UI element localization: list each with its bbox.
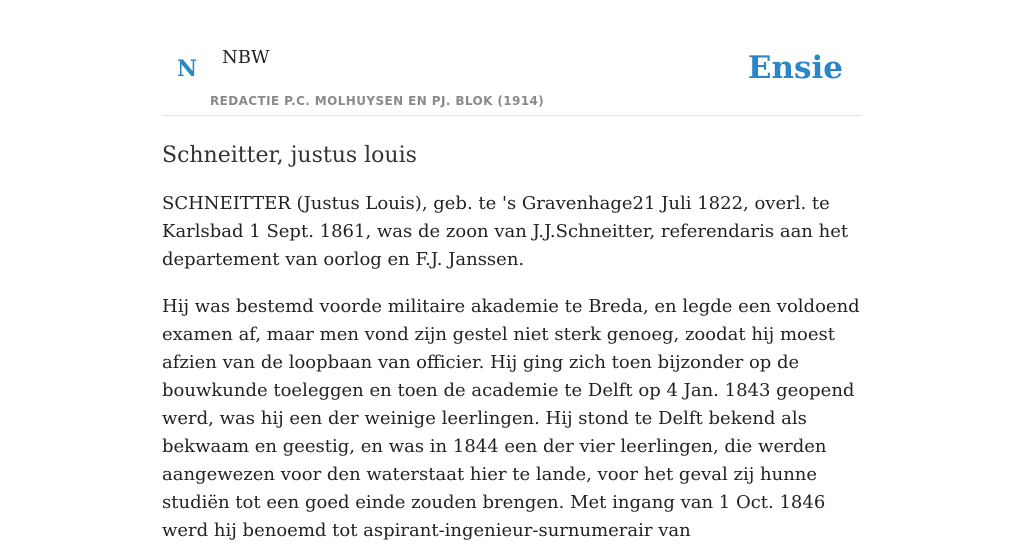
page-title: Schneitter, justus louis [162,143,417,168]
header [162,0,862,116]
article-paragraph: SCHNEITTER (Justus Louis), geb. te 's Gravenhage21 Juli 1822, overl. te Karlsbad 1 Sept. 1861, was de zoon van J.J.Schneitter, referendaris aan het departement van oorlog en F.J. Janssen. [162,193,849,270]
article-paragraph: Hij was bestemd voorde militaire akademie te Breda, en legde een voldoend examen af, maar men vond zijn gestel niet sterk genoeg, zoodat hij moest afzien van de loopbaan van officier. Hij ging zich toen bijzonder op de bouwkunde toeleggen en toen de academie te Delft op 4 Jan. 1843 geopend werd, was hij een der weinige leerlingen. Hij stond te Delft bekend als bekwaam en geestig, en was in 1844 een der vier leerlingen, die werden aangewezen voor den waterstaat hier te lande, voor het geval zij hunne studiën tot een goed einde zouden brengen. Met ingang van 1 Oct. 1846 werd hij benoemd tot aspirant-ingenieur-surnumerair van [162,296,860,541]
source-name[interactable]: NBW [222,47,270,68]
source-subtitle: REDACTIE P.C. MOLHUYSEN EN PJ. BLOK (1914) [210,94,545,108]
source-logo[interactable]: N [177,56,198,82]
page [162,0,862,545]
brand-logo[interactable]: Ensie [747,50,843,86]
